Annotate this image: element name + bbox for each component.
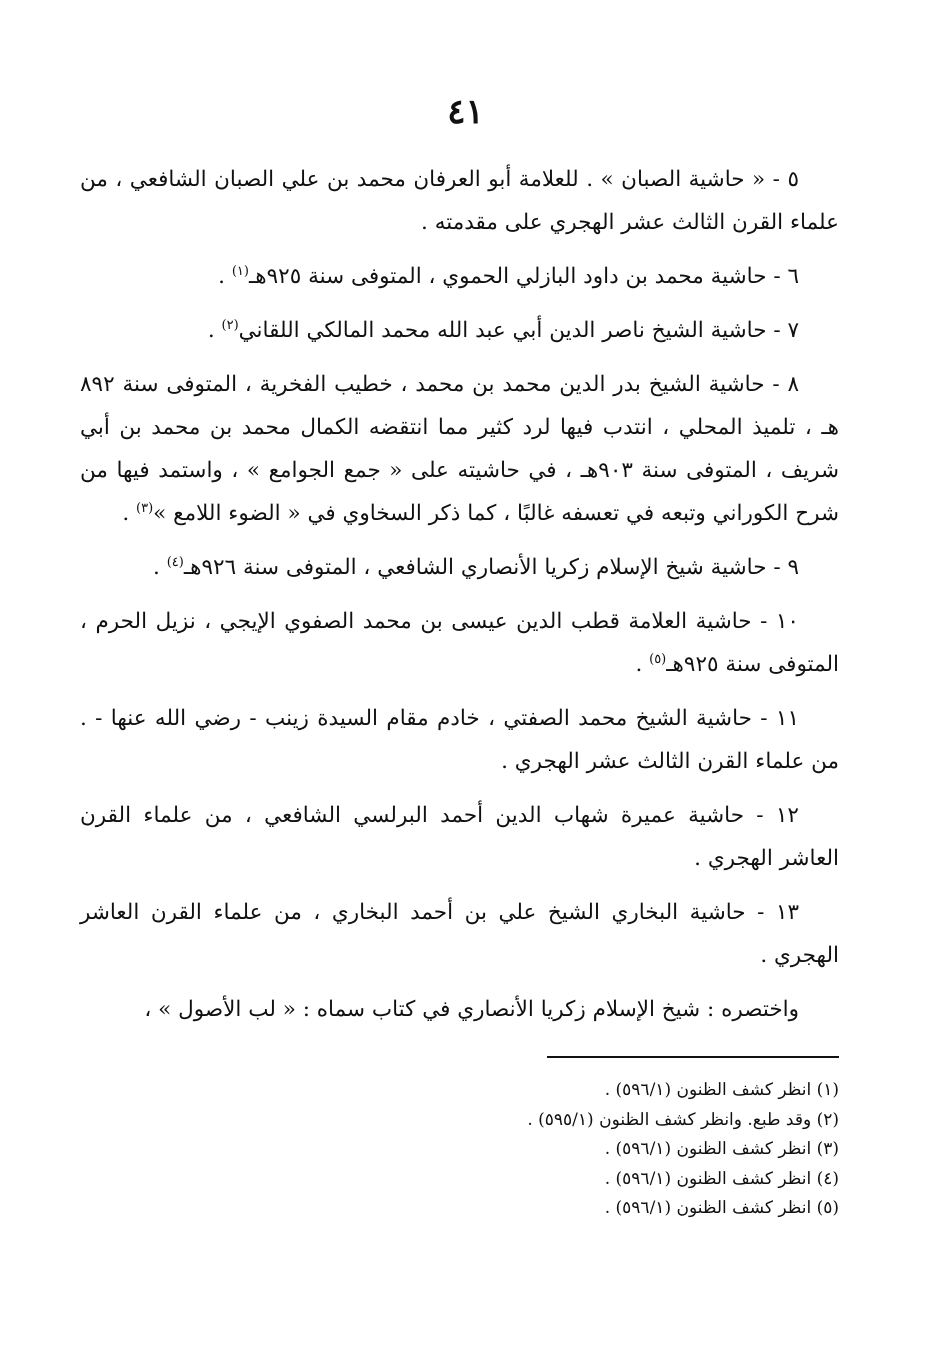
footnote-mark: (٥) bbox=[816, 1198, 839, 1218]
list-item bbox=[80, 794, 839, 880]
item-number: ١٢ bbox=[775, 803, 799, 828]
item-text: - حاشية البخاري الشيخ علي بن أحمد البخاري ، من علماء القرن العاشر الهجري . bbox=[80, 900, 839, 968]
footnote-mark: (١) bbox=[816, 1080, 839, 1100]
item-text-end: . bbox=[207, 318, 222, 343]
list-item bbox=[80, 309, 839, 352]
footnote bbox=[80, 1194, 839, 1224]
item-text: - حاشية عميرة شهاب الدين أحمد البرلسي الشافعي ، من علماء القرن العاشر الهجري . bbox=[80, 803, 839, 871]
item-number: ٥ bbox=[787, 167, 799, 192]
list-item bbox=[80, 546, 839, 589]
list-item bbox=[80, 891, 839, 977]
item-text: - حاشية العلامة قطب الدين عيسى بن محمد الصفوي الإيجي ، نزيل الحرم ، المتوفى سنة ٩٢٥هـ bbox=[80, 609, 839, 677]
footnote bbox=[80, 1106, 839, 1136]
item-text: - حاشية شيخ الإسلام زكريا الأنصاري الشافعي ، المتوفى سنة ٩٢٦هـ bbox=[183, 555, 781, 580]
footnote-reference: (٣) bbox=[136, 500, 154, 516]
list-item bbox=[80, 600, 839, 686]
item-text: - حاشية محمد بن داود البازلي الحموي ، المتوفى سنة ٩٢٥هـ bbox=[248, 264, 781, 289]
footnote bbox=[80, 1135, 839, 1165]
footnote-reference: (٥) bbox=[649, 651, 667, 667]
footnote-mark: (٣) bbox=[816, 1139, 839, 1159]
item-number: ١٣ bbox=[775, 900, 800, 925]
item-text-end: . bbox=[218, 264, 232, 289]
item-number: ١٠ bbox=[775, 609, 799, 634]
footnote-text: انظر كشف الظنون (٥٩٦/١) . bbox=[604, 1080, 812, 1100]
item-text: - « حاشية الصبان » . للعلامة أبو العرفان محمد بن علي الصبان الشافعي ، من علماء القرن الثالث عشر الهجري على مقدمته . bbox=[80, 167, 839, 235]
footnote-reference: (٢) bbox=[221, 317, 239, 333]
page-number: ٤١ bbox=[447, 92, 484, 132]
footnote-divider bbox=[547, 1056, 839, 1058]
list-item bbox=[80, 255, 839, 298]
closing-paragraph: واختصره : شيخ الإسلام زكريا الأنصاري في كتاب سماه : « لب الأصول » ، bbox=[144, 997, 799, 1022]
list-item bbox=[80, 363, 839, 535]
item-text: - حاشية الشيخ محمد الصفتي ، خادم مقام السيدة زينب - رضي الله عنها - . من علماء القرن الثالث عشر الهجري . bbox=[80, 706, 839, 774]
footnote-text: انظر كشف الظنون (٥٩٦/١) . bbox=[604, 1139, 812, 1159]
item-number: ٧ bbox=[787, 318, 799, 343]
footnote-reference: (١) bbox=[231, 263, 249, 279]
footnote bbox=[80, 1165, 839, 1195]
item-text-end: . bbox=[153, 555, 167, 580]
main-text bbox=[80, 158, 839, 1042]
item-text: - حاشية الشيخ ناصر الدين أبي عبد الله محمد المالكي اللقاني bbox=[238, 318, 781, 343]
footnote-text: انظر كشف الظنون (٥٩٦/١) . bbox=[604, 1168, 812, 1189]
item-text: - حاشية الشيخ بدر الدين محمد بن محمد ، خطيب الفخرية ، المتوفى سنة ٨٩٢ هـ ، تلميذ المحلي ، انتدب فيها لرد كثير مما انتقضه الكمال محمد بن محمد بن أبي شريف ، المتوفى سنة ٩٠٣هـ ، في حاشيته على « جمع الجوامع » ، واستمد فيها من شرح الكوراني وتبعه في تعسفه غالبًا ، كما ذكر السخاوي في « الضوء اللامع » bbox=[80, 372, 839, 526]
footnote-reference: (٤) bbox=[166, 554, 184, 570]
item-number: ٩ bbox=[787, 555, 799, 580]
footnote-mark: (٤) bbox=[816, 1168, 839, 1189]
footnote-mark: (٢) bbox=[816, 1109, 839, 1130]
footnote-text: وقد طبع. وانظر كشف الظنون (٥٩٥/١) . bbox=[527, 1109, 812, 1130]
item-number: ٨ bbox=[787, 372, 799, 397]
item-text-end: . bbox=[635, 652, 650, 677]
list-item bbox=[80, 697, 839, 783]
footnote bbox=[80, 1076, 839, 1106]
footnotes bbox=[80, 1076, 839, 1224]
footnote-text: انظر كشف الظنون (٥٩٦/١) . bbox=[604, 1198, 812, 1218]
item-number: ١١ bbox=[775, 706, 799, 731]
item-text-end: . bbox=[122, 501, 136, 526]
item-number: ٦ bbox=[787, 264, 799, 289]
list-item bbox=[80, 158, 839, 244]
